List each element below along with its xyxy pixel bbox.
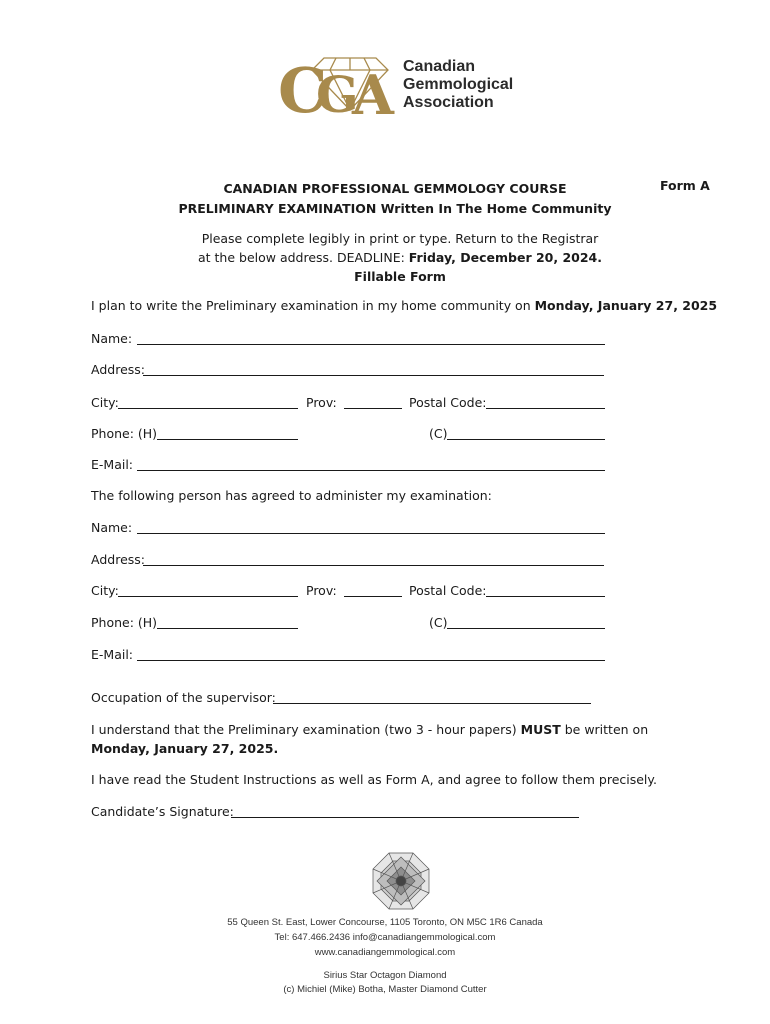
supervisor-email-label: E-Mail:	[91, 647, 134, 662]
supervisor-address-label: Address:	[91, 552, 145, 567]
candidate-address-field[interactable]	[143, 375, 604, 376]
occupation-label: Occupation of the supervisor:	[91, 690, 276, 705]
supervisor-prov-field[interactable]	[344, 596, 402, 597]
candidate-phone-c-field[interactable]	[447, 439, 605, 440]
candidate-phone-c-label: (C)	[429, 426, 448, 441]
candidate-postal-field[interactable]	[486, 408, 605, 409]
form-label: Form A	[660, 178, 710, 193]
plan-sentence	[91, 298, 717, 314]
understand-statement	[91, 722, 648, 738]
candidate-phone-h-label: Phone: (H)	[91, 426, 158, 441]
candidate-address-label: Address:	[91, 362, 145, 377]
must-emphasis: MUST	[520, 722, 561, 737]
logo-word-association: Association	[403, 94, 494, 111]
supervisor-phone-h-label: Phone: (H)	[91, 615, 158, 630]
fillable-form-label: Fillable Form	[354, 269, 446, 284]
candidate-email-label: E-Mail:	[91, 457, 134, 472]
candidate-phone-h-field[interactable]	[157, 439, 298, 440]
footer-address: 55 Queen St. East, Lower Concourse, 1105 Toronto, ON M5C 1R6 Canada	[227, 917, 543, 928]
svg-text:A: A	[352, 63, 394, 118]
cga-logo	[278, 52, 528, 122]
supervisor-name-label: Name:	[91, 520, 133, 535]
supervisor-address-field[interactable]	[143, 565, 604, 566]
svg-text:G: G	[316, 65, 359, 118]
candidate-name-label: Name:	[91, 331, 133, 346]
administrator-intro: The following person has agreed to administer my examination:	[91, 488, 492, 503]
svg-text:C: C	[278, 54, 328, 118]
octagon-diamond-icon	[371, 851, 431, 911]
understand-date: Monday, January 27, 2025.	[91, 741, 279, 756]
candidate-postal-label: Postal Code:	[409, 395, 487, 410]
read-statement: I have read the Student Instructions as well as Form A, and agree to follow them precisely.	[91, 772, 657, 787]
instructions-line1: Please complete legibly in print or type. Return to the Registrar	[201, 231, 599, 246]
plan-sentence-prefix: I plan to write the Preliminary examination in my home community on	[91, 298, 535, 313]
candidate-prov-label: Prov:	[306, 395, 337, 410]
supervisor-city-label: City:	[91, 583, 119, 598]
understand-prefix: I understand that the Preliminary examination (two 3 - hour papers)	[91, 722, 521, 737]
candidate-city-field[interactable]	[118, 408, 298, 409]
signature-label: Candidate’s Signature:	[91, 804, 234, 819]
heading-course: CANADIAN PROFESSIONAL GEMMOLOGY COURSE	[223, 181, 567, 196]
supervisor-phone-c-field[interactable]	[447, 628, 605, 629]
supervisor-email-field[interactable]	[137, 660, 605, 661]
footer-contact: Tel: 647.466.2436 info@canadiangemmological.com	[274, 932, 496, 943]
supervisor-prov-label: Prov:	[306, 583, 337, 598]
candidate-city-label: City:	[91, 395, 119, 410]
candidate-email-field[interactable]	[137, 470, 605, 471]
supervisor-postal-field[interactable]	[486, 596, 605, 597]
logo-word-gemmological: Gemmological	[403, 76, 514, 93]
occupation-field[interactable]	[273, 703, 591, 704]
supervisor-phone-h-field[interactable]	[157, 628, 298, 629]
deadline-date: Friday, December 20, 2024.	[408, 250, 603, 265]
supervisor-name-field[interactable]	[137, 533, 605, 534]
supervisor-postal-label: Postal Code:	[409, 583, 487, 598]
exam-date: Monday, January 27, 2025	[534, 298, 718, 313]
logo-word-canadian: Canadian	[403, 58, 476, 75]
cga-monogram-icon	[278, 52, 400, 118]
heading-exam: PRELIMINARY EXAMINATION Written In The Home Community	[178, 201, 612, 216]
instructions-line2	[130, 250, 670, 266]
understand-suffix: be written on	[560, 722, 649, 737]
supervisor-city-field[interactable]	[118, 596, 298, 597]
candidate-prov-field[interactable]	[344, 408, 402, 409]
footer-diamond-name: Sirius Star Octagon Diamond	[323, 970, 447, 981]
footer-website[interactable]: www.canadiangemmological.com	[314, 947, 456, 958]
candidate-name-field[interactable]	[137, 344, 605, 345]
instructions-line2-prefix: at the below address. DEADLINE:	[197, 250, 409, 265]
footer-credit: (c) Michiel (Mike) Botha, Master Diamond Cutter	[283, 984, 487, 995]
signature-field[interactable]	[231, 817, 579, 818]
supervisor-phone-c-label: (C)	[429, 615, 448, 630]
